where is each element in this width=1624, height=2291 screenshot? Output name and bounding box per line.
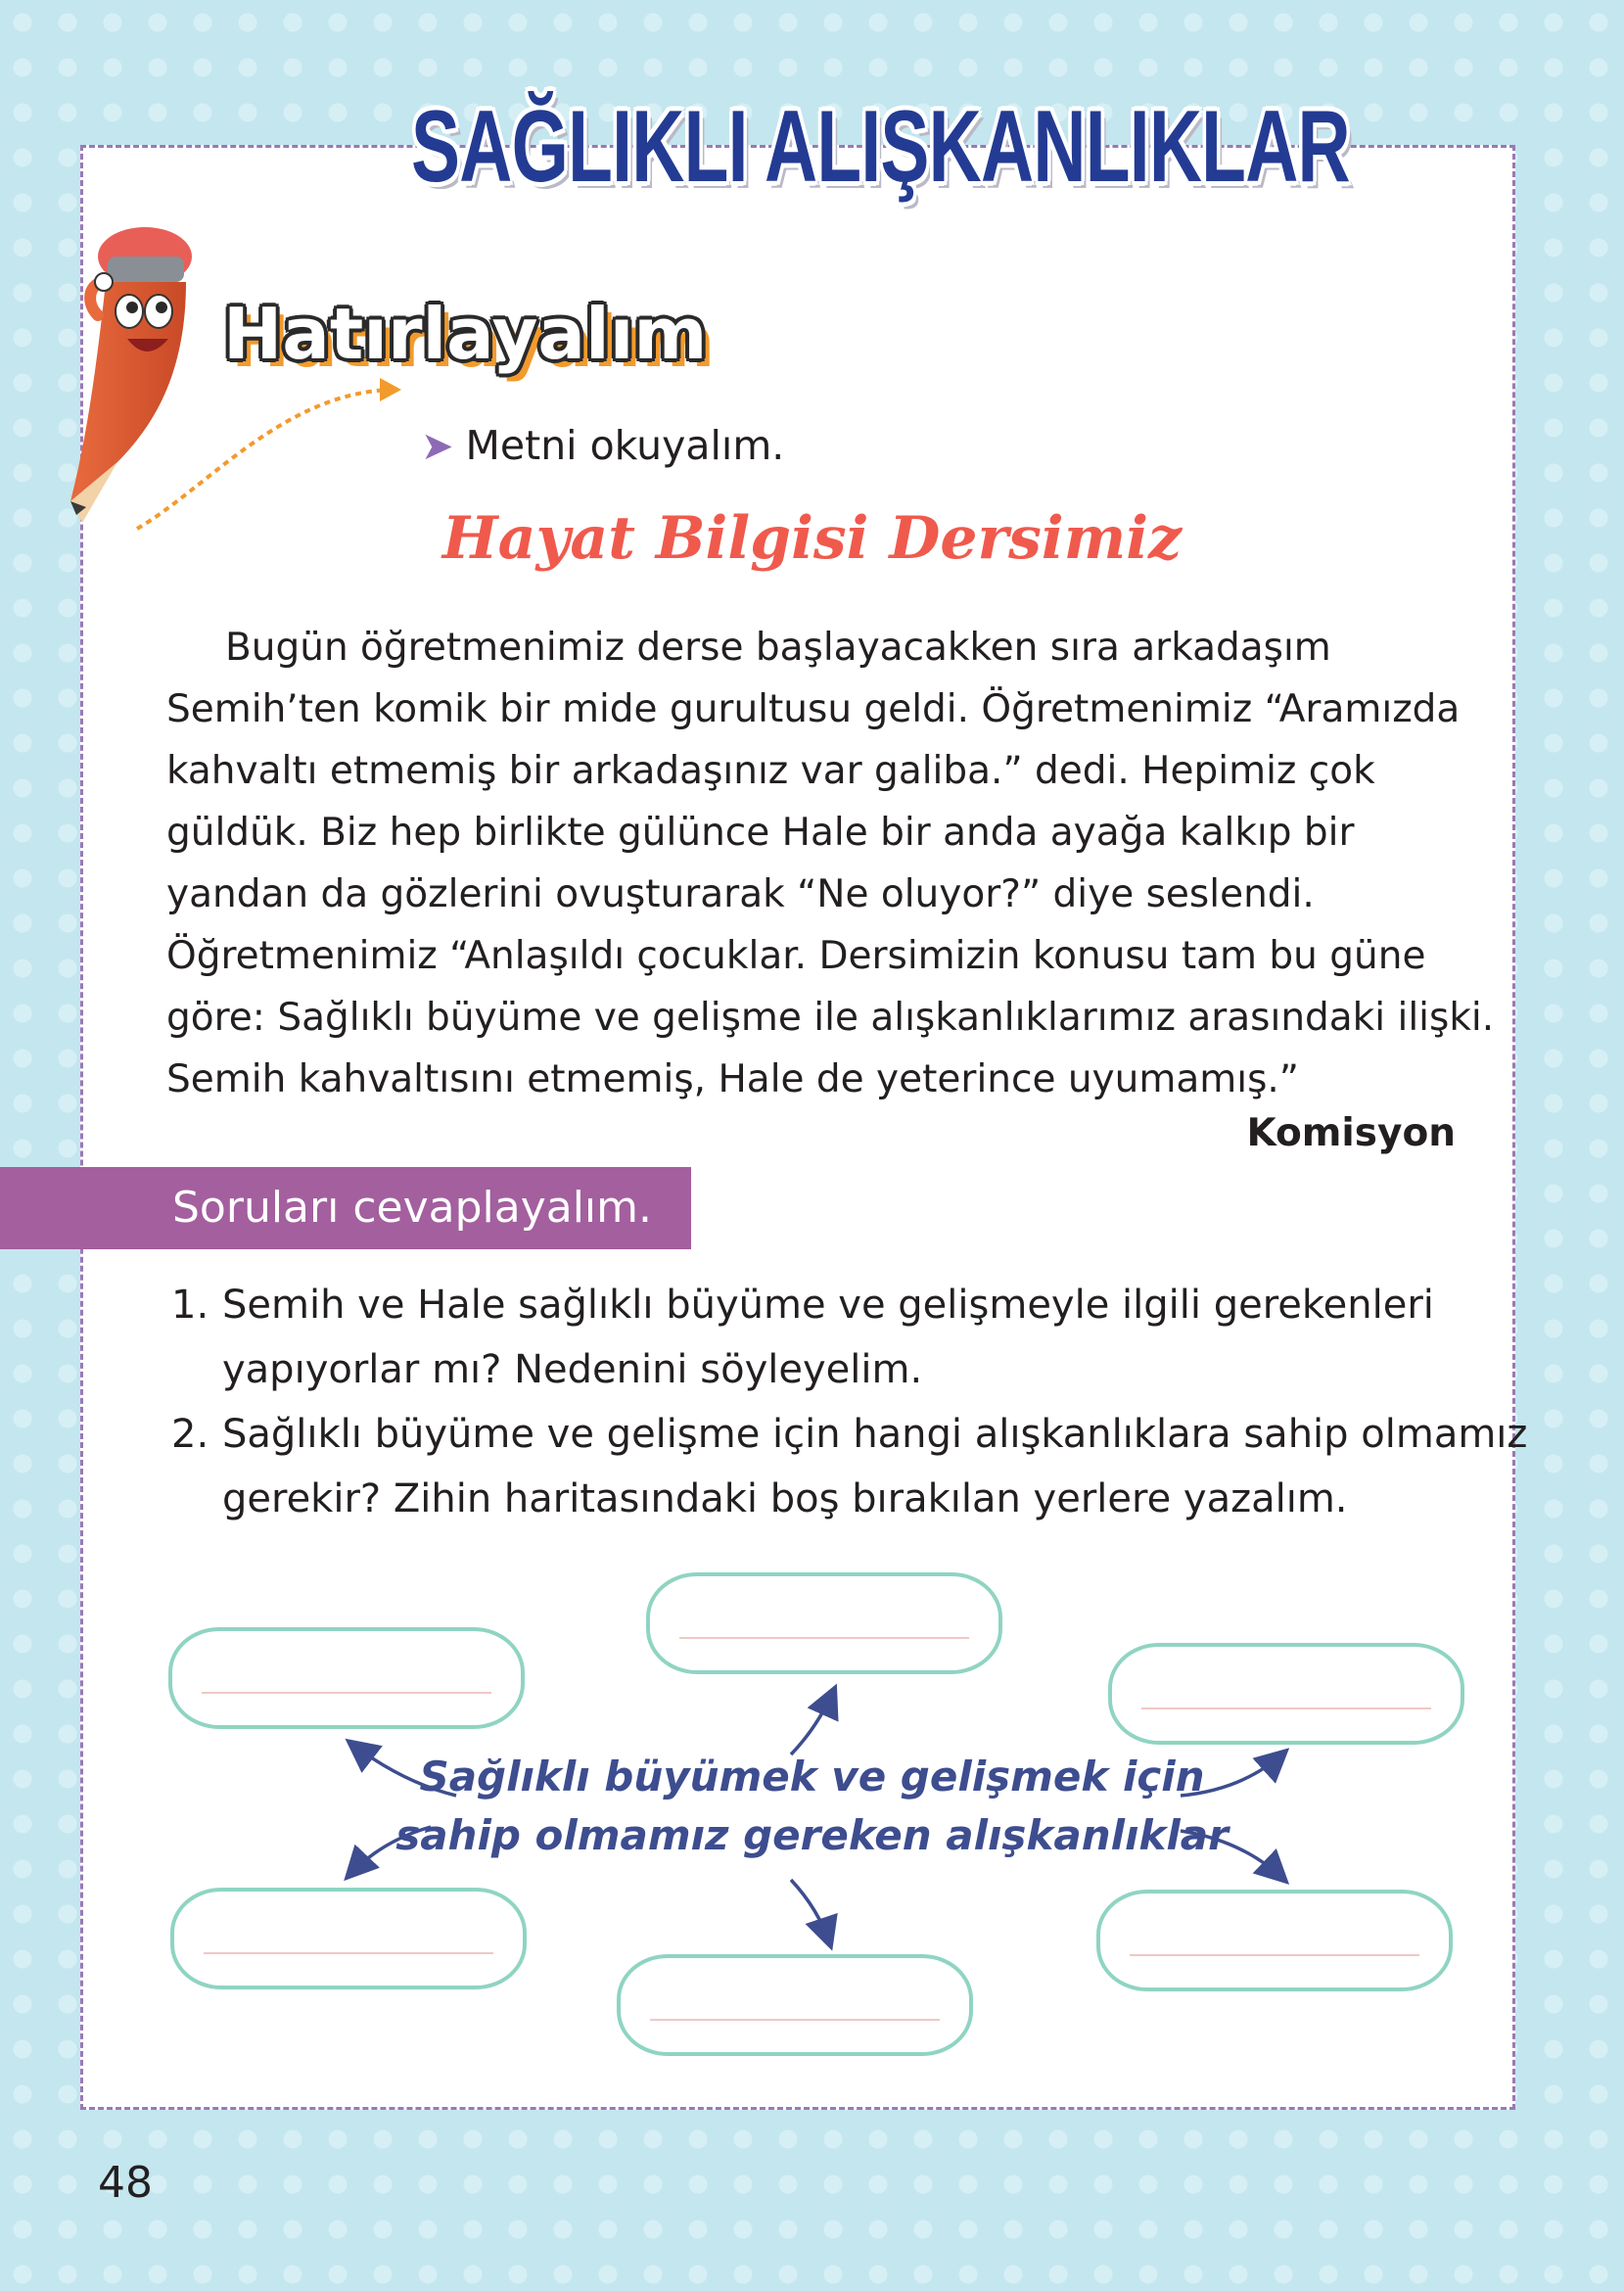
questions-banner: Soruları cevaplayalım. (0, 1167, 691, 1249)
question-item (171, 1273, 1527, 1402)
mindmap-answer-box-top-center[interactable] (646, 1572, 1002, 1674)
mindmap-center-line: sahip olmamız gereken alışkanlıklar (395, 1811, 1229, 1859)
story-line: Semih kahvaltısını etmemiş, Hale de yeterince uyumamış.” (166, 1057, 1299, 1101)
arrow-right-icon: ➤ (421, 424, 454, 469)
page-title: SAĞLIKLI ALIŞKANLIKLAR (411, 90, 1350, 204)
question-text: yapıyorlar mı? Nedenini söyleyelim. (222, 1347, 923, 1392)
story-line: kahvaltı etmemiş bir arkadaşınız var galiba.” dedi. Hepimiz çok (166, 749, 1375, 793)
story-line: Semih’ten komik bir mide gurultusu geldi. Öğretmenimiz “Aramızda (166, 687, 1461, 731)
question-text: gerekir? Zihin haritasındaki boş bırakılan yerlere yazalım. (222, 1476, 1348, 1521)
answer-line (1130, 1954, 1419, 1956)
story-line: göre: Sağlıklı büyüme ve gelişme ile alışkanlıklarımız arasındaki ilişki. (166, 996, 1495, 1040)
story-line: yandan da gözlerini ovuşturarak “Ne oluyor?” diye seslendi. (166, 872, 1315, 916)
recall-heading: Hatırlayalım (223, 293, 708, 375)
instruction-text: Metni okuyalım. (465, 422, 785, 469)
answer-line (650, 2019, 940, 2021)
answer-line (204, 1952, 493, 1954)
mindmap-answer-box-bottom-right[interactable] (1096, 1890, 1453, 1991)
answer-line (1141, 1707, 1431, 1709)
question-list (171, 1273, 1527, 1531)
mindmap-answer-box-top-right[interactable] (1108, 1643, 1464, 1745)
mindmap-answer-box-top-left[interactable] (168, 1627, 525, 1729)
read-text-instruction (421, 421, 784, 471)
page-number: 48 (98, 2158, 153, 2208)
mindmap-center-text (0, 1748, 1624, 1865)
story-text (166, 617, 1495, 1110)
answer-line (202, 1692, 491, 1694)
story-line: güldük. Biz hep birlikte gülünce Hale bir anda ayağa kalkıp bir (166, 811, 1355, 855)
mindmap-answer-box-bottom-center[interactable] (617, 1954, 973, 2056)
question-text: Semih ve Hale sağlıklı büyüme ve gelişmeyle ilgili gerekenleri (222, 1283, 1434, 1328)
question-number: 2. (171, 1412, 209, 1457)
question-text: Sağlıklı büyüme ve gelişme için hangi alışkanlıklara sahip olmamız (222, 1412, 1528, 1457)
mindmap-center-line: Sağlıklı büyümek ve gelişmek için (419, 1753, 1205, 1800)
story-line: Bugün öğretmenimiz derse başlayacakken sıra arkadaşım (225, 626, 1331, 670)
story-author: Komisyon (1246, 1111, 1456, 1155)
story-line: Öğretmenimiz “Anlaşıldı çocuklar. Dersimizin konusu tam bu güne (166, 934, 1426, 978)
story-title: Hayat Bilgisi Dersimiz (441, 504, 1183, 573)
question-item (171, 1402, 1527, 1531)
mindmap-answer-box-bottom-left[interactable] (170, 1888, 527, 1989)
answer-line (679, 1637, 969, 1639)
question-number: 1. (171, 1283, 209, 1328)
